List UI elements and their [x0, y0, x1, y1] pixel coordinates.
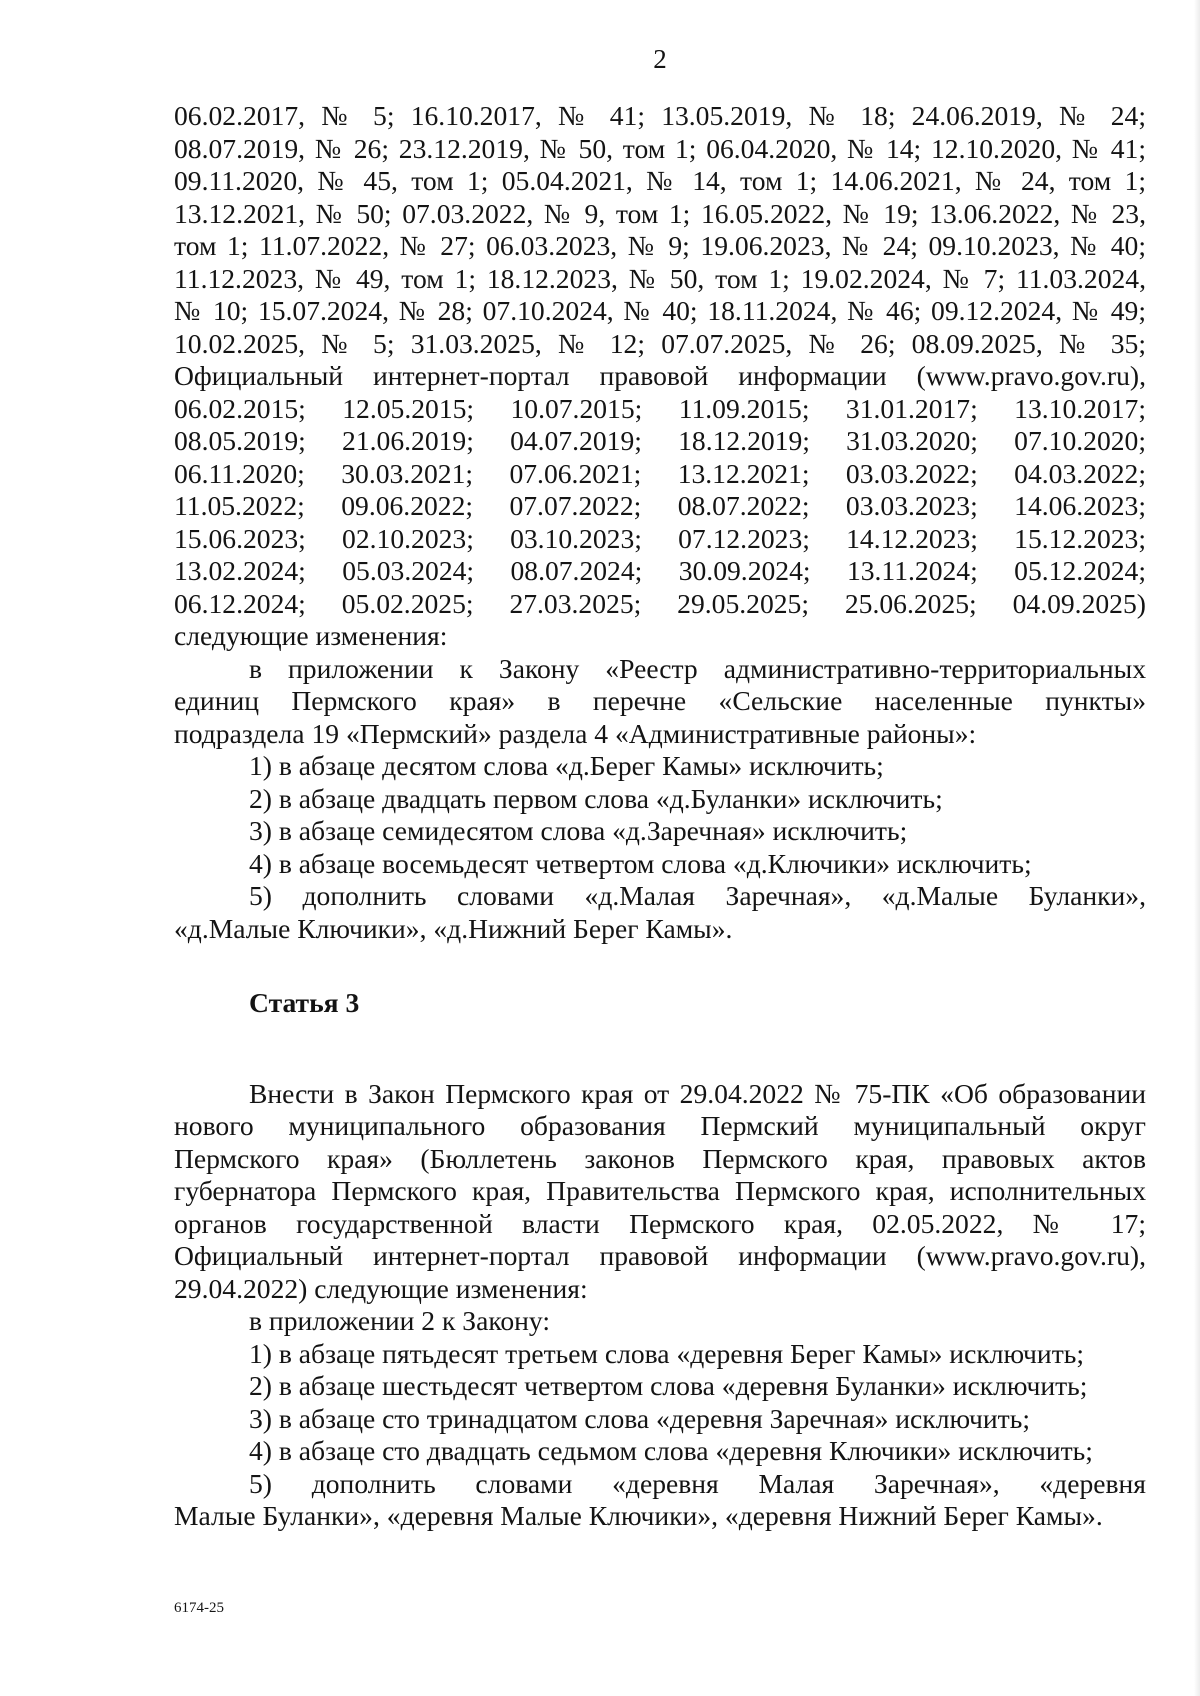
text-line: нового муниципального образования Пермский муниципальный округ — [174, 1110, 1146, 1141]
list-item: 5) дополнить словами «деревня Малая Заречная», «деревня — [249, 1467, 1146, 1499]
date-cell: 11.09.2015; — [678, 392, 810, 424]
date-cell: 27.03.2025; — [509, 587, 642, 619]
text-line: 29.04.2022) следующие изменения: — [174, 1272, 588, 1304]
date-cell: 06.02.2015; — [174, 392, 306, 424]
date-row — [174, 523, 1146, 556]
date-cell: 07.07.2022; — [509, 490, 642, 521]
date-cell: 07.10.2020; — [1014, 425, 1146, 456]
date-cell: 07.12.2023; — [678, 522, 810, 554]
date-cell: 08.07.2022; — [677, 490, 810, 521]
date-cell: 13.12.2021; — [677, 457, 810, 489]
date-cell: 04.09.2025) — [1012, 587, 1146, 619]
date-cell: 03.03.2023; — [845, 490, 978, 521]
date-cell: 09.06.2022; — [341, 490, 474, 521]
text-line: 06.02.2017, № 5; 16.10.2017, № 41; 13.05.2019, № 18; 24.06.2019, № 24; — [174, 100, 1146, 131]
date-cell: 06.11.2020; — [174, 457, 305, 489]
text-line: органов государственной власти Пермского края, 02.05.2022, № 17; — [174, 1207, 1146, 1239]
list-item-continuation: «д.Малые Ключики», «д.Нижний Берег Камы». — [174, 912, 733, 944]
text-line: 13.12.2021, № 50; 07.03.2022, № 9, том 1; 16.05.2022, № 19; 13.06.2022, № 23, — [174, 197, 1146, 229]
date-row — [174, 425, 1146, 458]
list-item: 2) в абзаце шестьдесят четвертом слова «деревня Буланки» исключить; — [249, 1370, 1088, 1401]
date-cell: 05.12.2024; — [1014, 555, 1146, 586]
date-cell: 31.03.2020; — [846, 425, 978, 456]
text-line: Официальный интернет-портал правовой информации (www.pravo.gov.ru), — [174, 360, 1146, 391]
date-cell: 15.12.2023; — [1014, 522, 1146, 554]
date-cell: 29.05.2025; — [677, 587, 809, 619]
publication-list — [174, 100, 1146, 393]
date-cell: 13.02.2024; — [174, 555, 306, 586]
text-line: 08.07.2019, № 26; 23.12.2019, № 50, том 1; 06.04.2020, № 14; 12.10.2020, № 41; — [174, 132, 1146, 164]
list-item-continuation: Малые Буланки», «деревня Малые Ключики», «деревня Нижний Берег Камы». — [174, 1500, 1103, 1531]
page-number: 2 — [653, 44, 667, 74]
text-line: единиц Пермского края» в перечне «Сельские населенные пункты» — [174, 685, 1146, 716]
document-code: 6174-25 — [174, 1600, 224, 1616]
scan-edge-shadow — [1194, 0, 1200, 1696]
date-cell: 30.09.2024; — [678, 555, 811, 586]
list-item: 5) дополнить словами «д.Малая Заречная», «д.Малые Буланки», — [249, 880, 1146, 911]
text-line: 11.12.2023, № 49, том 1; 18.12.2023, № 50, том 1; 19.02.2024, № 7; 11.03.2024, — [174, 262, 1146, 294]
date-cell: 03.03.2022; — [845, 457, 978, 489]
date-cell: 13.11.2024; — [846, 555, 978, 586]
date-cell: 08.07.2024; — [510, 555, 643, 586]
text-line: Официальный интернет-портал правовой информации (www.pravo.gov.ru), — [174, 1240, 1146, 1271]
date-cell: 05.03.2024; — [342, 555, 475, 586]
date-cell: 12.05.2015; — [342, 392, 475, 424]
date-cell: 13.10.2017; — [1014, 392, 1146, 424]
list-item: 3) в абзаце семидесятом слова «д.Заречная» исключить; — [249, 815, 908, 846]
date-cell: 02.10.2023; — [342, 522, 474, 554]
text-line: в приложении к Закону «Реестр административно-территориальных — [249, 652, 1146, 684]
date-cell: 18.12.2019; — [678, 425, 810, 456]
text-line: губернатора Пермского края, Правительства Пермского края, исполнительных — [174, 1175, 1146, 1206]
article3-paragraph — [174, 1078, 1146, 1306]
date-cell: 14.12.2023; — [846, 522, 978, 554]
date-cell: 10.07.2015; — [510, 392, 643, 424]
date-cell: 06.12.2024; — [174, 587, 306, 619]
date-cell: 11.05.2022; — [174, 490, 305, 521]
date-cell: 21.06.2019; — [342, 425, 474, 456]
date-row — [174, 458, 1146, 491]
date-cell: 14.06.2023; — [1014, 490, 1146, 521]
date-cell: 05.02.2025; — [341, 587, 474, 619]
date-cell: 04.07.2019; — [510, 425, 642, 456]
date-row — [174, 393, 1146, 426]
appendix-paragraph — [174, 653, 1146, 751]
list-item: 4) в абзаце сто двадцать седьмом слова «деревня Ключики» исключить; — [249, 1435, 1093, 1466]
date-cell: 07.06.2021; — [509, 457, 642, 489]
amendment-list-1 — [174, 750, 1146, 945]
text-line: том 1; 11.07.2022, № 27; 06.03.2023, № 9; 19.06.2023, № 24; 09.10.2023, № 40; — [174, 230, 1146, 261]
article-title: Статья 3 — [249, 987, 360, 1018]
date-cell: 15.06.2023; — [174, 522, 306, 554]
date-cell: 30.03.2021; — [341, 457, 474, 489]
text-line: № 10; 15.07.2024, № 28; 07.10.2024, № 40; 18.11.2024, № 46; 09.12.2024, № 49; — [174, 295, 1146, 326]
changes-intro: следующие изменения: — [174, 620, 448, 651]
appendix2-intro: в приложении 2 к Закону: — [249, 1305, 551, 1336]
text-line: Внести в Закон Пермского края от 29.04.2022 № 75-ПК «Об образовании — [249, 1077, 1146, 1109]
list-item: 4) в абзаце восемьдесят четвертом слова «д.Ключики» исключить; — [249, 847, 1032, 879]
document-body — [174, 100, 1146, 1533]
text-line: 09.11.2020, № 45, том 1; 05.04.2021, № 14, том 1; 14.06.2021, № 24, том 1; — [174, 165, 1146, 196]
date-cell: 25.06.2025; — [844, 587, 977, 619]
list-item: 2) в абзаце двадцать первом слова «д.Буланки» исключить; — [249, 782, 943, 814]
list-item: 1) в абзаце десятом слова «д.Берег Камы» исключить; — [249, 750, 884, 781]
date-cell: 04.03.2022; — [1014, 457, 1146, 489]
date-cell: 08.05.2019; — [174, 425, 306, 456]
amendment-list-2 — [174, 1338, 1146, 1533]
text-line: Пермского края» (Бюллетень законов Пермского края, правовых актов — [174, 1142, 1146, 1174]
date-cell: 31.01.2017; — [845, 392, 978, 424]
date-row — [174, 588, 1146, 621]
text-line: 10.02.2025, № 5; 31.03.2025, № 12; 07.07.2025, № 26; 08.09.2025, № 35; — [174, 327, 1146, 359]
text-line: подраздела 19 «Пермский» раздела 4 «Административные районы»: — [174, 717, 977, 749]
date-cell: 03.10.2023; — [510, 522, 642, 554]
list-item: 1) в абзаце пятьдесят третьем слова «деревня Берег Камы» исключить; — [249, 1337, 1085, 1369]
list-item: 3) в абзаце сто тринадцатом слова «деревня Заречная» исключить; — [249, 1402, 1030, 1434]
date-grid — [174, 393, 1146, 621]
date-row — [174, 490, 1146, 523]
date-row — [174, 555, 1146, 588]
